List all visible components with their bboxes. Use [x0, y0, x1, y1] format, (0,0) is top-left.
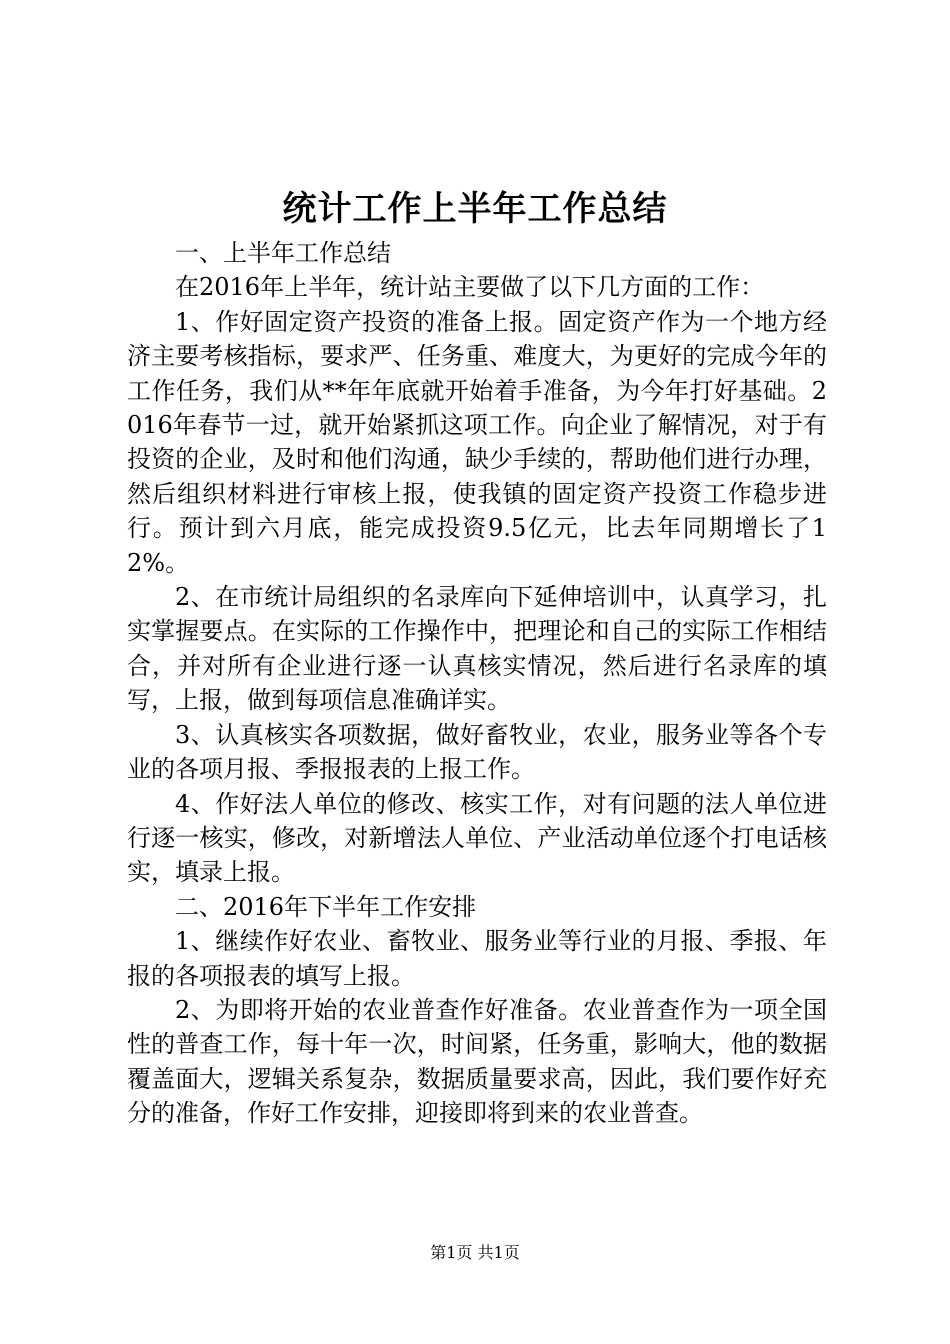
paragraph-intro: 在2016年上半年，统计站主要做了以下几方面的工作： — [175, 273, 765, 302]
document-body — [127, 236, 827, 1131]
section-heading-first-half: 一、上半年工作总结 — [175, 239, 391, 267]
paragraph-item-1: 1、作好固定资产投资的准备上报。固定资产作为一个地方经济主要考核指标，要求严、任务重、难度大，为更好的完成今年的工作任务，我们从**年年底就开始着手准备，为今年打好基础。2016年春节一过，就开始紧抓这项工作。向企业了解情况，对于有投资的企业，及时和他们沟通，缺少手续的，帮助他们进行办理，然后组织材料进行审核上报，使我镇的固定资产投资工作稳步进行。预计到六月底，能完成投资9.5亿元，比去年同期增长了12%。 — [127, 307, 827, 577]
paragraph-plan-1: 1、继续作好农业、畜牧业、服务业等行业的月报、季报、年报的各项报表的填写上报。 — [127, 927, 827, 990]
document-title: 统计工作上半年工作总结 — [282, 189, 668, 229]
paragraph-item-3: 3、认真核实各项数据，做好畜牧业，农业，服务业等各个专业的各项月报、季报报表的上报工作。 — [127, 720, 827, 784]
paragraph-item-4: 4、作好法人单位的修改、核实工作，对有问题的法人单位进行逐一核实，修改，对新增法人单位、产业活动单位逐个打电话核实，填录上报。 — [127, 789, 827, 887]
paragraph-item-2: 2、在市统计局组织的名录库向下延伸培训中，认真学习，扎实掌握要点。在实际的工作操作中，把理论和自己的实际工作相结合，并对所有企业进行逐一认真核实情况，然后进行名录库的填写，上报，做到每项信息准确详实。 — [127, 583, 827, 715]
page-footer: 第1页 共1页 — [430, 1243, 520, 1262]
paragraph-plan-2: 2、为即将开始的农业普查作好准备。农业普查作为一项全国性的普查工作，每十年一次，时间紧，任务重，影响大，他的数据覆盖面大，逻辑关系复杂，数据质量要求高，因此，我们要作好充分的准备，作好工作安排，迎接即将到来的农业普查。 — [127, 995, 827, 1128]
section-heading-second-half: 二、2016年下半年工作安排 — [175, 892, 477, 921]
